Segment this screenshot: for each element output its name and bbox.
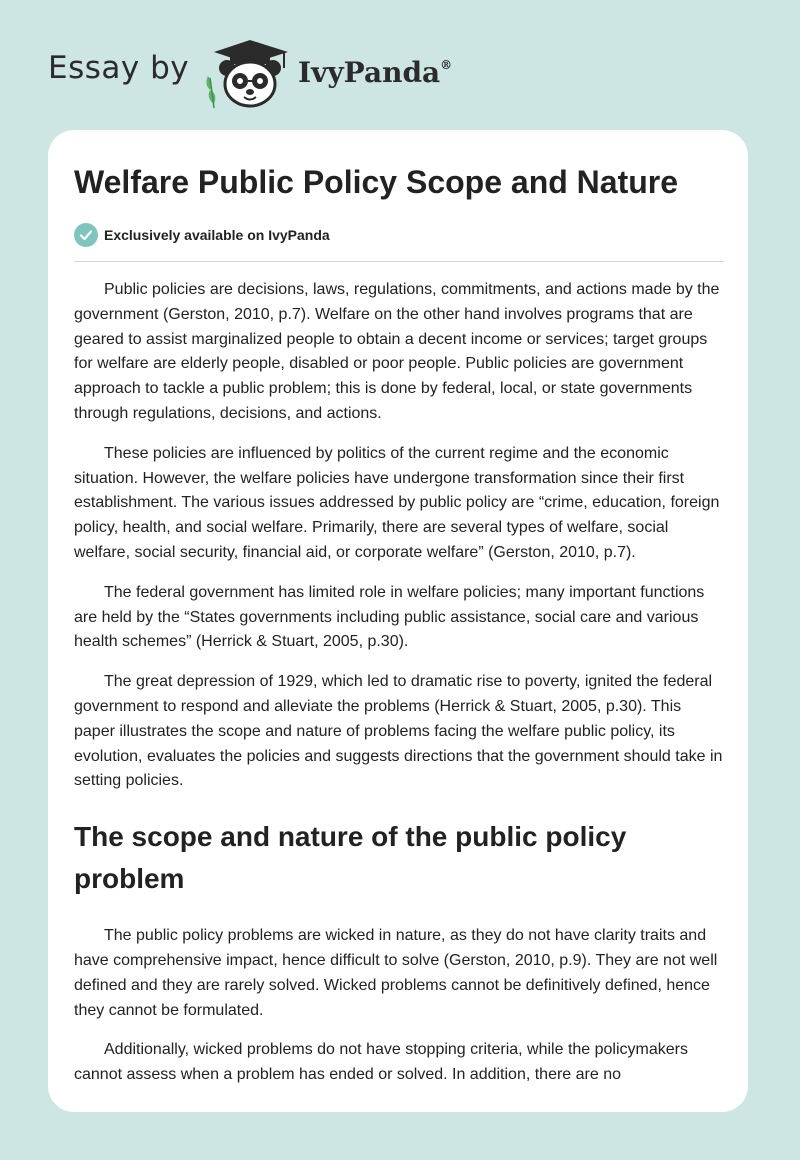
page-title: Welfare Public Policy Scope and Nature	[74, 164, 679, 200]
article-body	[74, 278, 724, 1103]
paragraph: The federal government has limited role in welfare policies; many important functions are held by the “States governments including public assistance, social care and various health schemes” (Herrick & Stuart, 2005, p.30).	[74, 583, 705, 651]
exclusive-label: Exclusively available on IvyPanda	[104, 227, 330, 243]
essay-by-label: Essay by	[48, 50, 190, 86]
panda-logo-icon[interactable]	[200, 38, 296, 110]
section-heading: The scope and nature of the public policy problem	[74, 821, 627, 895]
paragraph: Public policies are decisions, laws, regulations, commitments, and actions made by the government (Gerston, 2010, p.7). Welfare on the other hand involves programs that are geared to assist marginalized people to obtain a decent income or services; target groups for welfare are elderly people, disabled or poor people. Public policies are government approach to tackle a public problem; this is done by federal, local, or state governments through regulations, decisions, and actions.	[74, 281, 720, 422]
divider	[74, 261, 724, 262]
brand-name[interactable]: IvyPanda®	[298, 56, 453, 89]
checkmark-icon	[74, 223, 98, 247]
essay-card	[48, 130, 748, 1112]
site-header	[0, 0, 800, 130]
exclusive-badge	[74, 222, 330, 248]
paragraph: These policies are influenced by politics of the current regime and the economic situation. However, the welfare policies have undergone transformation since their first establishment. The various issues addressed by public policy are “crime, education, foreign policy, health, and social welfare. Primarily, there are several types of welfare, social welfare, social security, financial aid, or corporate welfare” (Gerston, 2010, p.7).	[74, 444, 720, 561]
paragraph: Additionally, wicked problems do not have stopping criteria, while the policymakers cannot assess when a problem has ended or solved. In addition, there are no	[74, 1041, 688, 1084]
paragraph: The great depression of 1929, which led to dramatic rise to poverty, ignited the federal government to respond and alleviate the problems (Herrick & Stuart, 2005, p.30). This paper illustrates the scope and nature of problems facing the welfare public policy, its evolution, evaluates the policies and suggests directions that the government should take in setting policies.	[74, 673, 723, 790]
paragraph: The public policy problems are wicked in nature, as they do not have clarity traits and have comprehensive impact, hence difficult to solve (Gerston, 2010, p.9). They are not well defined and they are rarely solved. Wicked problems cannot be definitively defined, hence they cannot be formulated.	[74, 927, 718, 1019]
